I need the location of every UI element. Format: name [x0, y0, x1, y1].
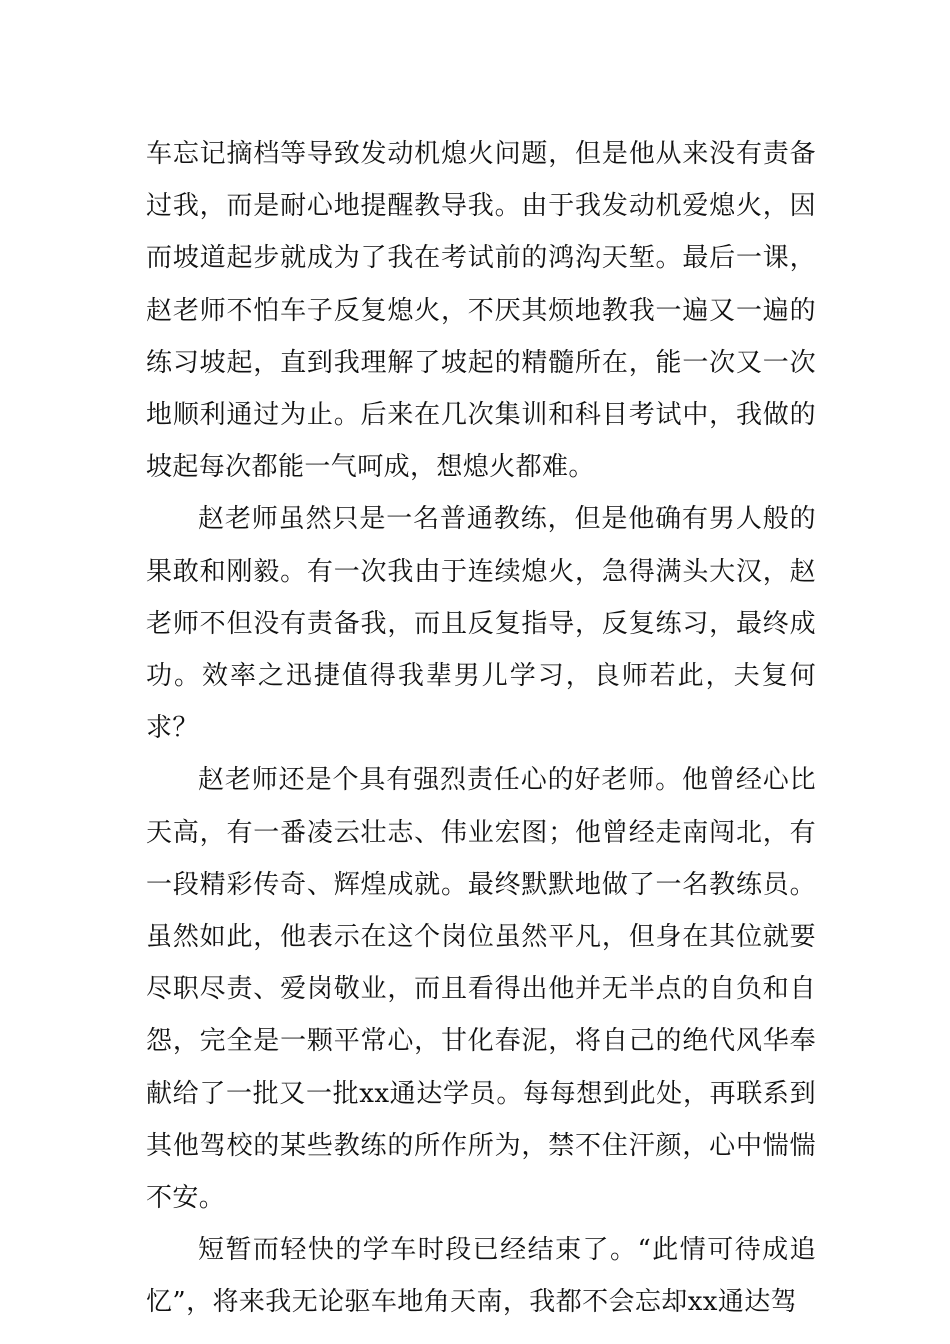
paragraph-2: 赵老师虽然只是一名普通教练，但是他确有男人般的果敢和刚毅。有一次我由于连续熄火，急得满头大汉，赵老师不但没有责备我，而且反复指导，反复练习，最终成功。效率之迅捷值得我辈男儿学习，良师若此，夫复何求？: [146, 504, 816, 744]
paragraph-4: 短暂而轻快的学车时段已经结束了。“此情可待成追忆”，将来我无论驱车地角天南，我都不会忘却xx通达驾: [146, 1235, 816, 1318]
document-body: [146, 128, 816, 1329]
paragraph-3: 赵老师还是个具有强烈责任心的好老师。他曾经心比天高，有一番凌云壮志、伟业宏图；他曾经走南闯北，有一段精彩传奇、辉煌成就。最终默默地做了一名教练员。虽然如此，他表示在这个岗位虽然平凡，但身在其位就要尽职尽责、爱岗敬业，而且看得出他并无半点的自负和自怨，完全是一颗平常心，甘化春泥，将自己的绝代风华奉献给了一批又一批xx通达学员。每每想到此处，再联系到其他驾校的某些教练的所作所为，禁不住汗颜，心中惴惴不安。: [146, 765, 816, 1214]
paragraph-1: 车忘记摘档等导致发动机熄火问题，但是他从来没有责备过我，而是耐心地提醒教导我。由于我发动机爱熄火，因而坡道起步就成为了我在考试前的鸿沟天堑。最后一课，赵老师不怕车子反复熄火，不厌其烦地教我一遍又一遍的练习坡起，直到我理解了坡起的精髓所在，能一次又一次地顺利通过为止。后来在几次集训和科目考试中，我做的坡起每次都能一气呵成，想熄火都难。: [146, 139, 816, 483]
